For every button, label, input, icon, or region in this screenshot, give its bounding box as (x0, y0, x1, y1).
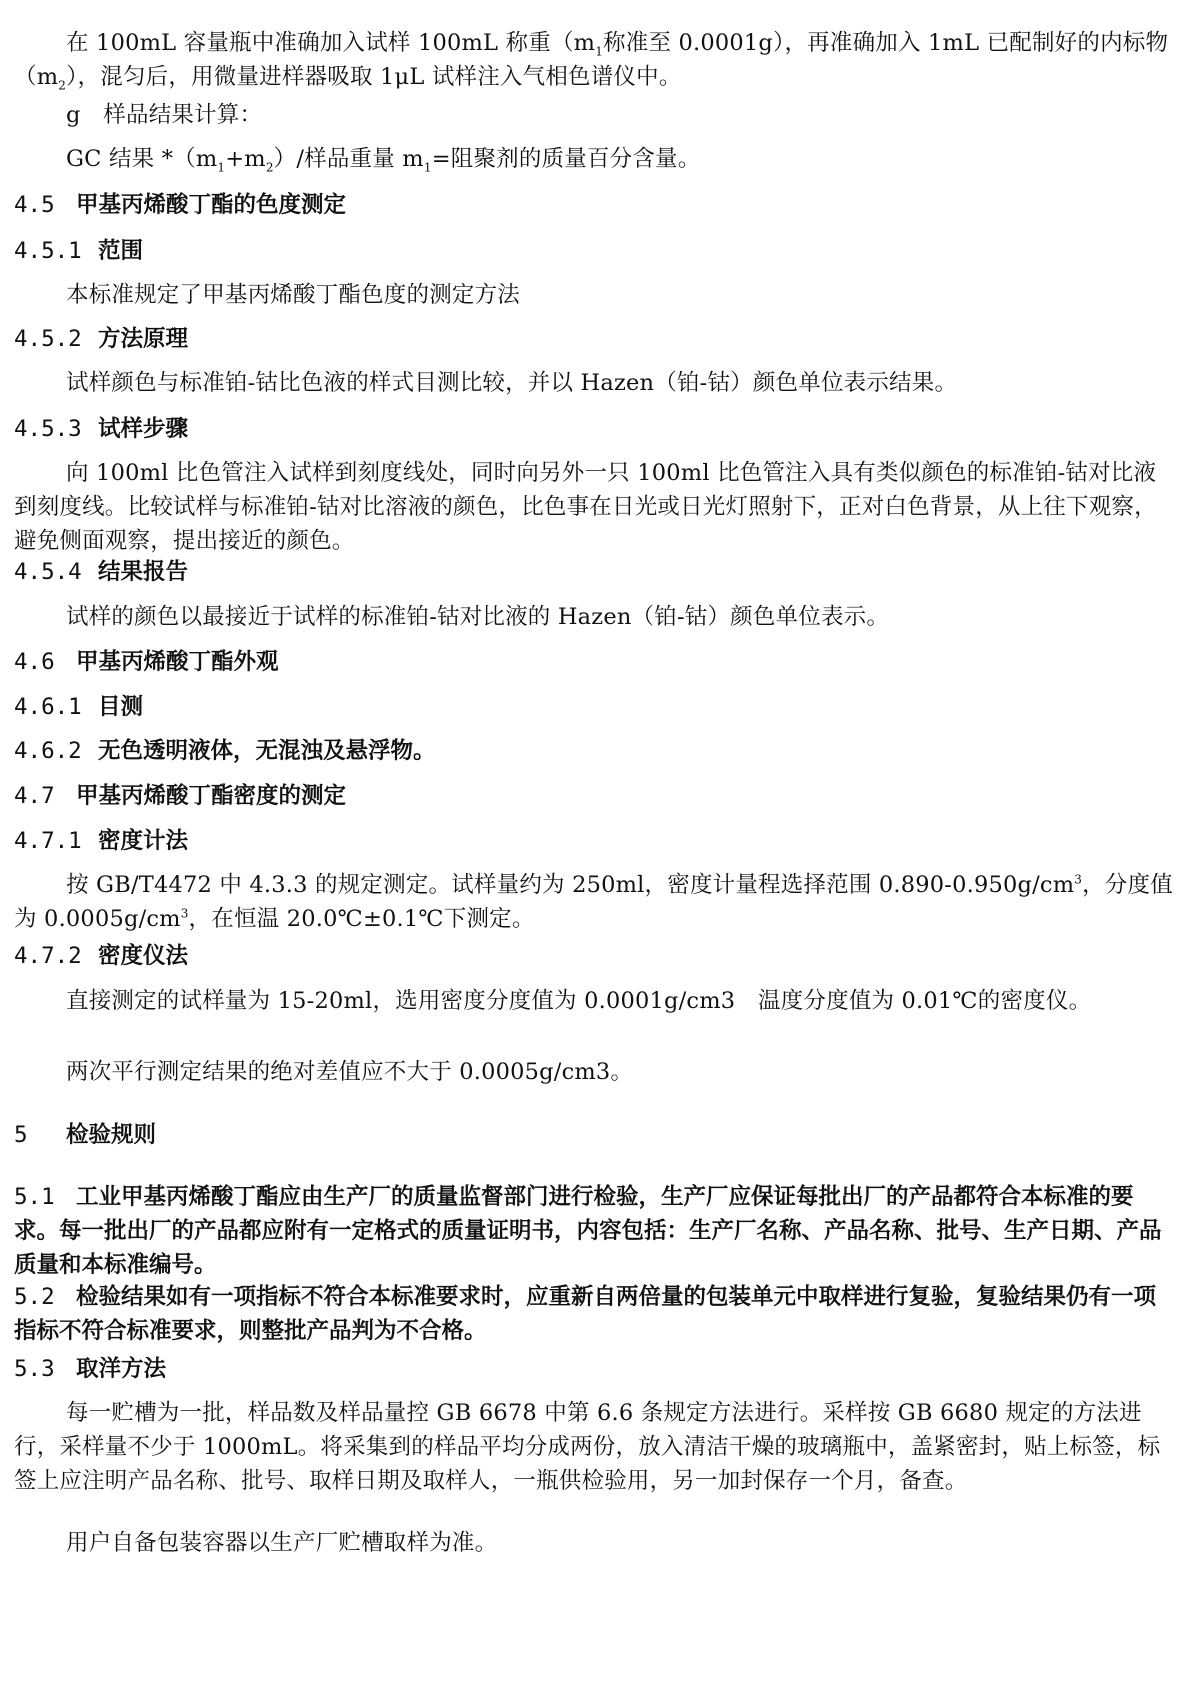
section-heading-4-5-1 (14, 234, 1174, 268)
section-number: 4.5.2 (14, 326, 82, 352)
superscript: 3 (1074, 872, 1083, 887)
subscript: 2 (58, 78, 67, 93)
superscript: 3 (180, 906, 189, 921)
section-heading-4-5 (14, 188, 1174, 222)
paragraph-user-container: 用户自备包装容器以生产厂贮槽取样为准。 (66, 1530, 498, 1556)
section-title: 甲基丙烯酸丁酯密度的测定 (76, 783, 347, 809)
section-title: 甲基丙烯酸丁酯外观 (76, 649, 279, 675)
section-heading-4-7-1 (14, 824, 1174, 858)
paragraph-principle: 试样颜色与标准铂-钴比色液的样式目测比较，并以 Hazen（铂-钴）颜色单位表示结果。 (66, 370, 958, 396)
section-heading-4-7-2 (14, 939, 1174, 973)
section-title: 目测 (98, 694, 144, 720)
section-title: 无色透明液体，无混浊及悬浮物。 (98, 738, 436, 764)
paragraph-scope: 本标准规定了甲基丙烯酸丁酯色度的测定方法 (66, 282, 521, 308)
text-run: 按 GB/T4472 中 4.3.3 的规定测定。试样量约为 250ml，密度计量程选择范围 0.890-0.950g/cm (66, 872, 1075, 898)
section-title: 结果报告 (98, 559, 189, 585)
section-number: 4.6.1 (14, 694, 82, 720)
paragraph-sampling-method: 每一贮槽为一批，样品数及样品量控 GB 6678 中第 6.6 条规定方法进行。采样按 GB 6680 规定的方法进行，采样量不少于 1000mL。将采集到的样品平均分成两份，放入清洁干燥的玻璃瓶中，盖紧密封，贴上标签，标签上应注明产品名称、批号、取样日期及取样人，一瓶供检验用，另一加封保存一个月，备查。 (14, 1400, 1161, 1494)
paragraph-hydrometer-method (14, 868, 1174, 936)
text-run: +m (225, 146, 266, 172)
section-heading-4-6-2 (14, 734, 1174, 768)
text-run: ，在恒温 20.0℃±0.1℃下测定。 (188, 906, 535, 932)
section-title: 范围 (98, 238, 144, 264)
paragraph-gc-formula (14, 142, 1174, 176)
clause-text: 工业甲基丙烯酸丁酯应由生产厂的质量监督部门进行检验，生产厂应保证每批出厂的产品都符合本标准的要求。每一批出厂的产品都应附有一定格式的质量证明书，内容包括：生产厂名称、产品名称、批号、生产日期、产品质量和本标准编号。 (14, 1184, 1162, 1278)
text-run: =阻聚剂的质量百分含量。 (431, 146, 701, 172)
paragraph-procedure: 向 100ml 比色管注入试样到刻度线处，同时向另外一只 100ml 比色管注入具有类似颜色的标准铂-钴对比液到刻度线。比较试样与标准铂-钴对比溶液的颜色，比色事在日光或日光灯照射下，正对白色背景，从上往下观察，避免侧面观察，提出接近的颜色。 (14, 460, 1157, 554)
section-title: 甲基丙烯酸丁酯的色度测定 (76, 192, 347, 218)
section-title: 密度计法 (98, 828, 189, 854)
section-title: 方法原理 (98, 326, 189, 352)
clause-number: 5.2 (14, 1284, 55, 1310)
section-heading-4-6 (14, 645, 1174, 679)
paragraph-sample-prep (14, 26, 1174, 94)
section-heading-5-3 (14, 1352, 1174, 1386)
section-number: 4.7.2 (14, 943, 82, 969)
section-number: 5.3 (14, 1356, 55, 1382)
section-number: 4.7.1 (14, 828, 82, 854)
subscript: 2 (265, 160, 274, 175)
section-heading-4-5-4 (14, 555, 1174, 589)
clause-5-1 (14, 1180, 1174, 1282)
section-number: 4.6 (14, 649, 55, 675)
paragraph-result-calc-label: g 样品结果计算： (66, 102, 263, 128)
text-run: GC 结果 *（m (66, 146, 218, 172)
clause-number: 5.1 (14, 1184, 55, 1210)
text-run: ），混匀后，用微量进样器吸取 1μL 试样注入气相色谱仪中。 (66, 64, 682, 90)
text-run: ，分度值为 0.0005g/cm (14, 872, 1173, 932)
section-number: 4.6.2 (14, 738, 82, 764)
clause-5-2 (14, 1280, 1174, 1348)
section-heading-4-5-2 (14, 322, 1174, 356)
subscript: 1 (217, 160, 226, 175)
section-number: 4.5.4 (14, 559, 82, 585)
subscript: 1 (595, 44, 604, 59)
section-title: 检验规则 (66, 1122, 157, 1148)
paragraph-parallel-tolerance: 两次平行测定结果的绝对差值应不大于 0.0005g/cm3。 (66, 1059, 634, 1085)
text-run: 在 100mL 容量瓶中准确加入试样 100mL 称重（m (66, 30, 596, 56)
section-heading-4-7 (14, 779, 1174, 813)
text-run: 称准至 0.0001g），再准确加入 1mL 已配制好的内标物（m (14, 30, 1169, 90)
section-title: 取洋方法 (76, 1356, 167, 1382)
section-number: 4.5.3 (14, 416, 82, 442)
subscript: 1 (423, 160, 432, 175)
section-title: 试样步骤 (98, 416, 189, 442)
paragraph-result-report: 试样的颜色以最接近于试样的标准铂-钴对比液的 Hazen（铂-钴）颜色单位表示。 (66, 604, 890, 630)
section-heading-4-5-3 (14, 412, 1174, 446)
section-number: 4.7 (14, 783, 55, 809)
text-run: ）/样品重量 m (273, 146, 424, 172)
section-number: 5 (14, 1122, 28, 1148)
clause-text: 检验结果如有一项指标不符合本标准要求时，应重新自两倍量的包装单元中取样进行复验，复验结果仍有一项指标不符合标准要求，则整批产品判为不合格。 (14, 1284, 1157, 1344)
section-number: 4.5.1 (14, 238, 82, 264)
section-title: 密度仪法 (98, 943, 189, 969)
section-number: 4.5 (14, 192, 55, 218)
section-heading-5 (14, 1118, 1174, 1152)
paragraph-densimeter-method: 直接测定的试样量为 15-20ml，选用密度分度值为 0.0001g/cm3 温度分度值为 0.01℃的密度仪。 (66, 988, 1092, 1014)
section-heading-4-6-1 (14, 690, 1174, 724)
